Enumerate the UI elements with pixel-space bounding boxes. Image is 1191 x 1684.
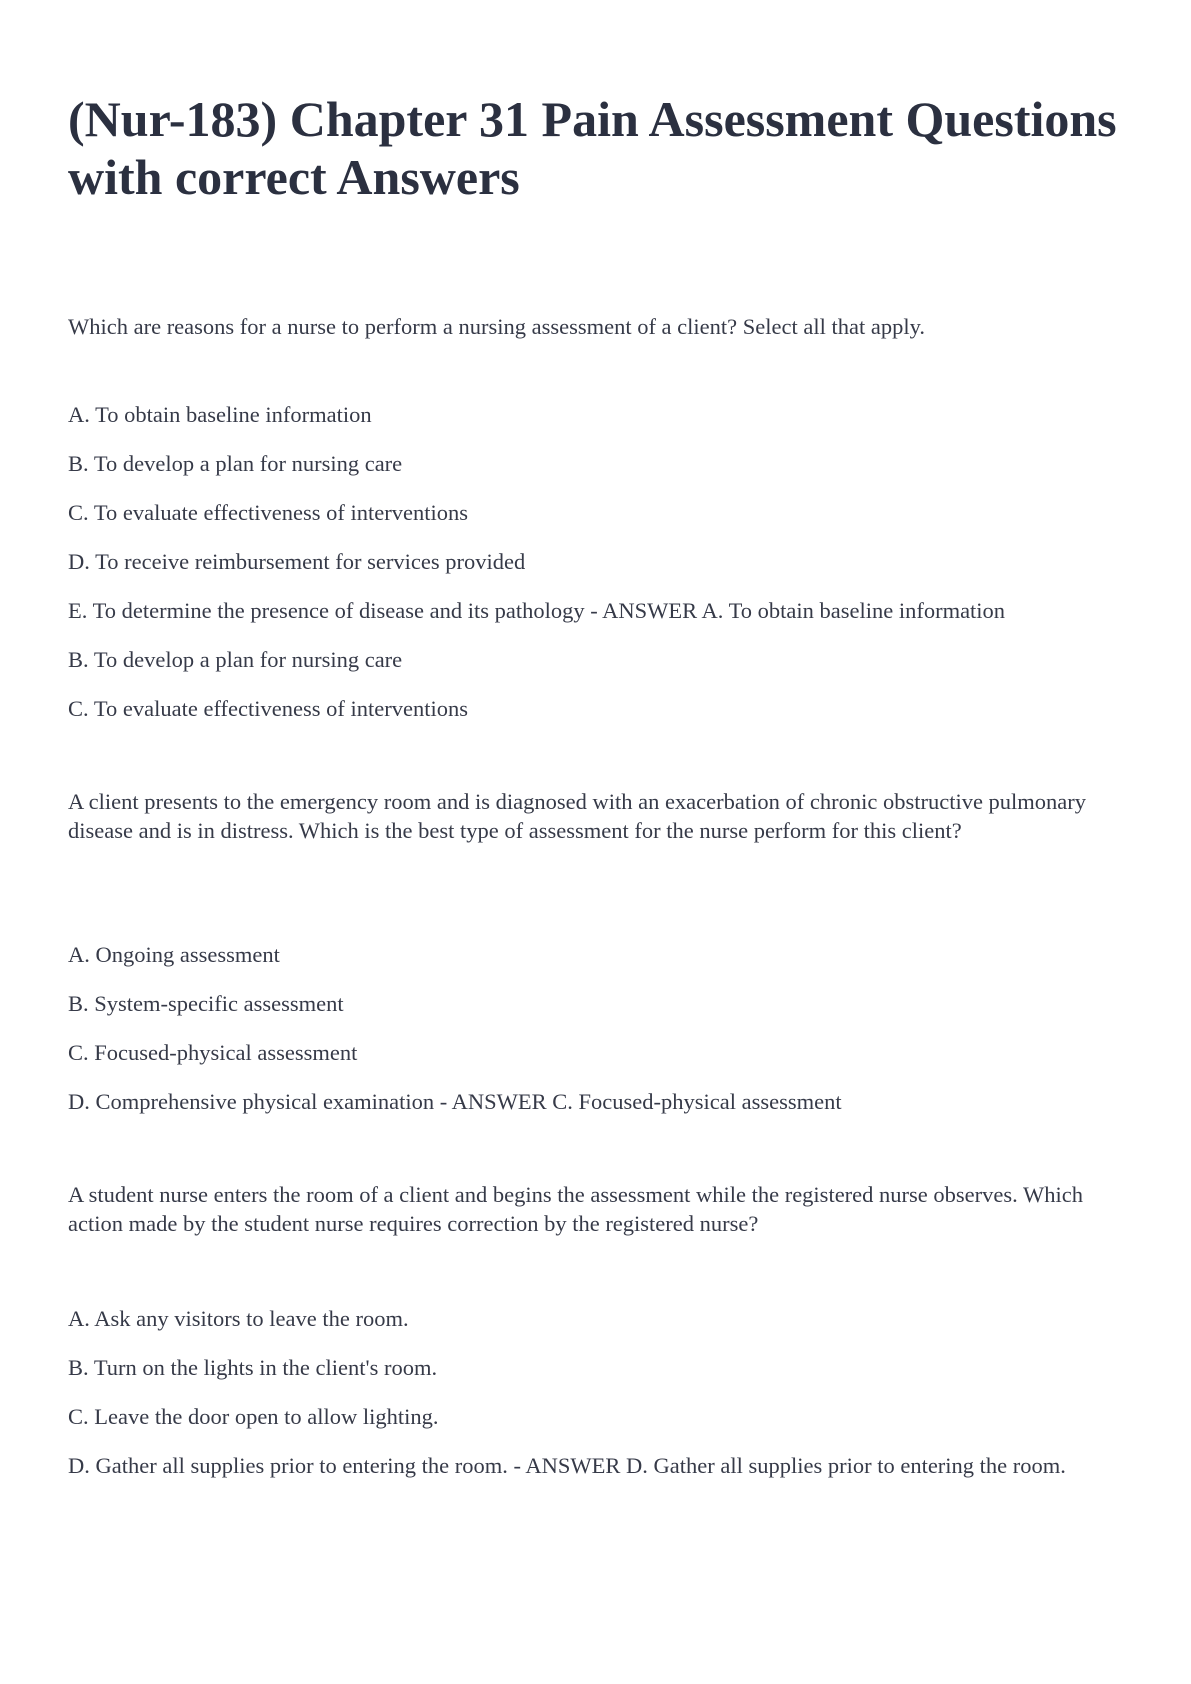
question-1-line-2: B. To develop a plan for nursing care: [68, 451, 403, 476]
question-3-line-4: D. Gather all supplies prior to entering the room. - ANSWER D. Gather all supplies prior to entering the room.: [68, 1453, 1066, 1478]
question-1-line-5: E. To determine the presence of disease and its pathology - ANSWER A. To obtain baseline information: [68, 598, 1006, 623]
question-1-line-7: C. To evaluate effectiveness of interventions: [68, 696, 468, 721]
question-1-line-4: D. To receive reimbursement for services provided: [68, 549, 526, 574]
question-2-line-2: B. System-specific assessment: [68, 991, 344, 1016]
question-1-line-3: C. To evaluate effectiveness of interventions: [68, 500, 468, 525]
question-2-line-3: C. Focused-physical assessment: [68, 1040, 358, 1065]
question-3-line-3: C. Leave the door open to allow lighting.: [68, 1404, 439, 1429]
document-title: (Nur-183) Chapter 31 Pain Assessment Questions with correct Answers: [68, 91, 1117, 205]
question-1-prompt: Which are reasons for a nurse to perform a nursing assessment of a client? Select all that apply.: [68, 314, 925, 339]
question-2-line-1: A. Ongoing assessment: [68, 942, 280, 967]
question-3-line-2: B. Turn on the lights in the client's room.: [68, 1355, 438, 1380]
question-1-line-6: B. To develop a plan for nursing care: [68, 647, 403, 672]
question-2-prompt: A client presents to the emergency room and is diagnosed with an exacerbation of chronic obstructive pulmonary disease and is in distress. Which is the best type of assessment for the nurse perform for this client?: [68, 789, 1087, 843]
question-2-line-4: D. Comprehensive physical examination - ANSWER C. Focused-physical assessment: [68, 1089, 842, 1114]
question-1-line-1: A. To obtain baseline information: [68, 402, 372, 427]
question-3-line-1: A. Ask any visitors to leave the room.: [68, 1306, 409, 1331]
question-3-prompt: A student nurse enters the room of a client and begins the assessment while the registered nurse observes. Which action made by the student nurse requires correction by the registered nurse?: [68, 1182, 1083, 1236]
